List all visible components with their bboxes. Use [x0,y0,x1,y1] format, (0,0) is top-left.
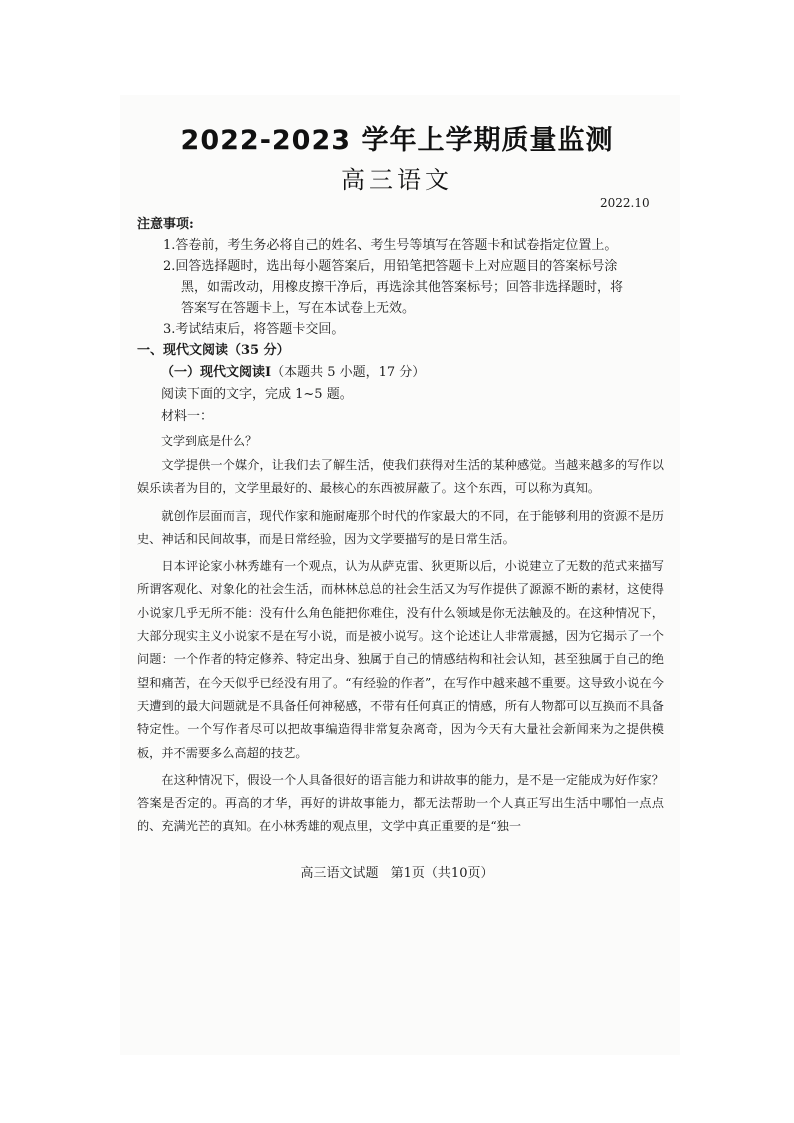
reading-instruction: 阅读下面的文字，完成 1~5 题。 [161,387,353,402]
part-heading [137,362,664,384]
note-item-2-line-3: 答案写在答题卡上，写在本试卷上无效。 [181,301,416,316]
passage-question: 文学到底是什么？ [161,434,258,448]
footer-page-number: 第1页（共10页） [390,866,494,881]
note-item-2-line-1: 2.回答选择题时，选出每小题答案后，用铅笔把答题卡上对应题目的答案标号涂 [163,259,618,274]
page-footer [0,862,794,881]
note-item-2-line-2: 黑，如需改动，用橡皮擦干净后，再选涂其他答案标号；回答非选择题时，将 [181,280,624,295]
passage-paragraph-4: 在这种情况下，假设一个人具备很好的语言能力和讲故事的能力，是不是一定能成为好作家？答案是否定的。再高的才华，再好的讲故事能力，都无法帮助一个人真正写出生活中哪怕一点点的、充满光芒的真知。在小林秀雄的观点里，文学中真正重要的是“独一 [137,772,664,834]
passage-paragraph-3: 日本评论家小林秀雄有一个观点，认为从萨克雷、狄更斯以后，小说建立了无数的范式来描写所谓客观化、对象化的社会生活，而林林总总的社会生活又为写作提供了源源不断的素材，这使得小说家几乎无所不能：没有什么角色能把你难住，没有什么领域是你无法触及的。在这种情况下，大部分现实主义小说家不是在写小说，而是被小说写。这个论述让人非常震撼，因为它揭示了一个问题：一个作者的特定修养、特定出身、独属于自己的情感结构和社会认知，甚至独属于自己的绝望和痛苦，在今天似乎已经没有用了。“有经验的作者”，在写作中越来越不重要。这导致小说在今天遭到的最大问题就是不具备任何神秘感，不带有任何真正的情感，所有人物都可以互换而不具备特定性。一个写作者尽可以把故事编造得非常复杂离奇，因为今天有大量社会新闻来为之提供模板，并不需要多么高超的技艺。 [137,559,664,760]
footer-subject: 高三语文试题 [300,866,379,881]
passage-paragraph-2: 就创作层面而言，现代作家和施耐庵那个时代的作家最大的不同，在于能够利用的资源不是历史、神话和民间故事，而是日常经验，因为文学要描写的是日常生活。 [137,508,664,546]
note-item-1: 1.答卷前，考生务必将自己的姓名、考生号等填写在答题卡和试卷指定位置上。 [163,238,618,253]
exam-date: 2022.10 [600,196,650,210]
section-heading: 一、现代文阅读（35 分） [137,343,290,358]
exam-title: 2022-2023 学年上学期质量监测 [180,125,614,156]
notes-heading: 注意事项: [137,217,194,232]
part-label: （一）现代文阅读Ⅰ [161,365,272,380]
part-info: （本题共 5 小题，17 分） [271,365,426,380]
note-item-3: 3.考试结束后，将答题卡交回。 [163,322,345,337]
material-label: 材料一： [161,409,214,424]
exam-content [137,214,664,839]
passage-paragraph-1: 文学提供一个媒介，让我们去了解生活，使我们获得对生活的某种感觉。当越来越多的写作以娱乐读者为目的，文学里最好的、最核心的东西被屏蔽了。这个东西，可以称为真知。 [137,458,664,496]
exam-subtitle: 高三语文 [341,166,453,194]
